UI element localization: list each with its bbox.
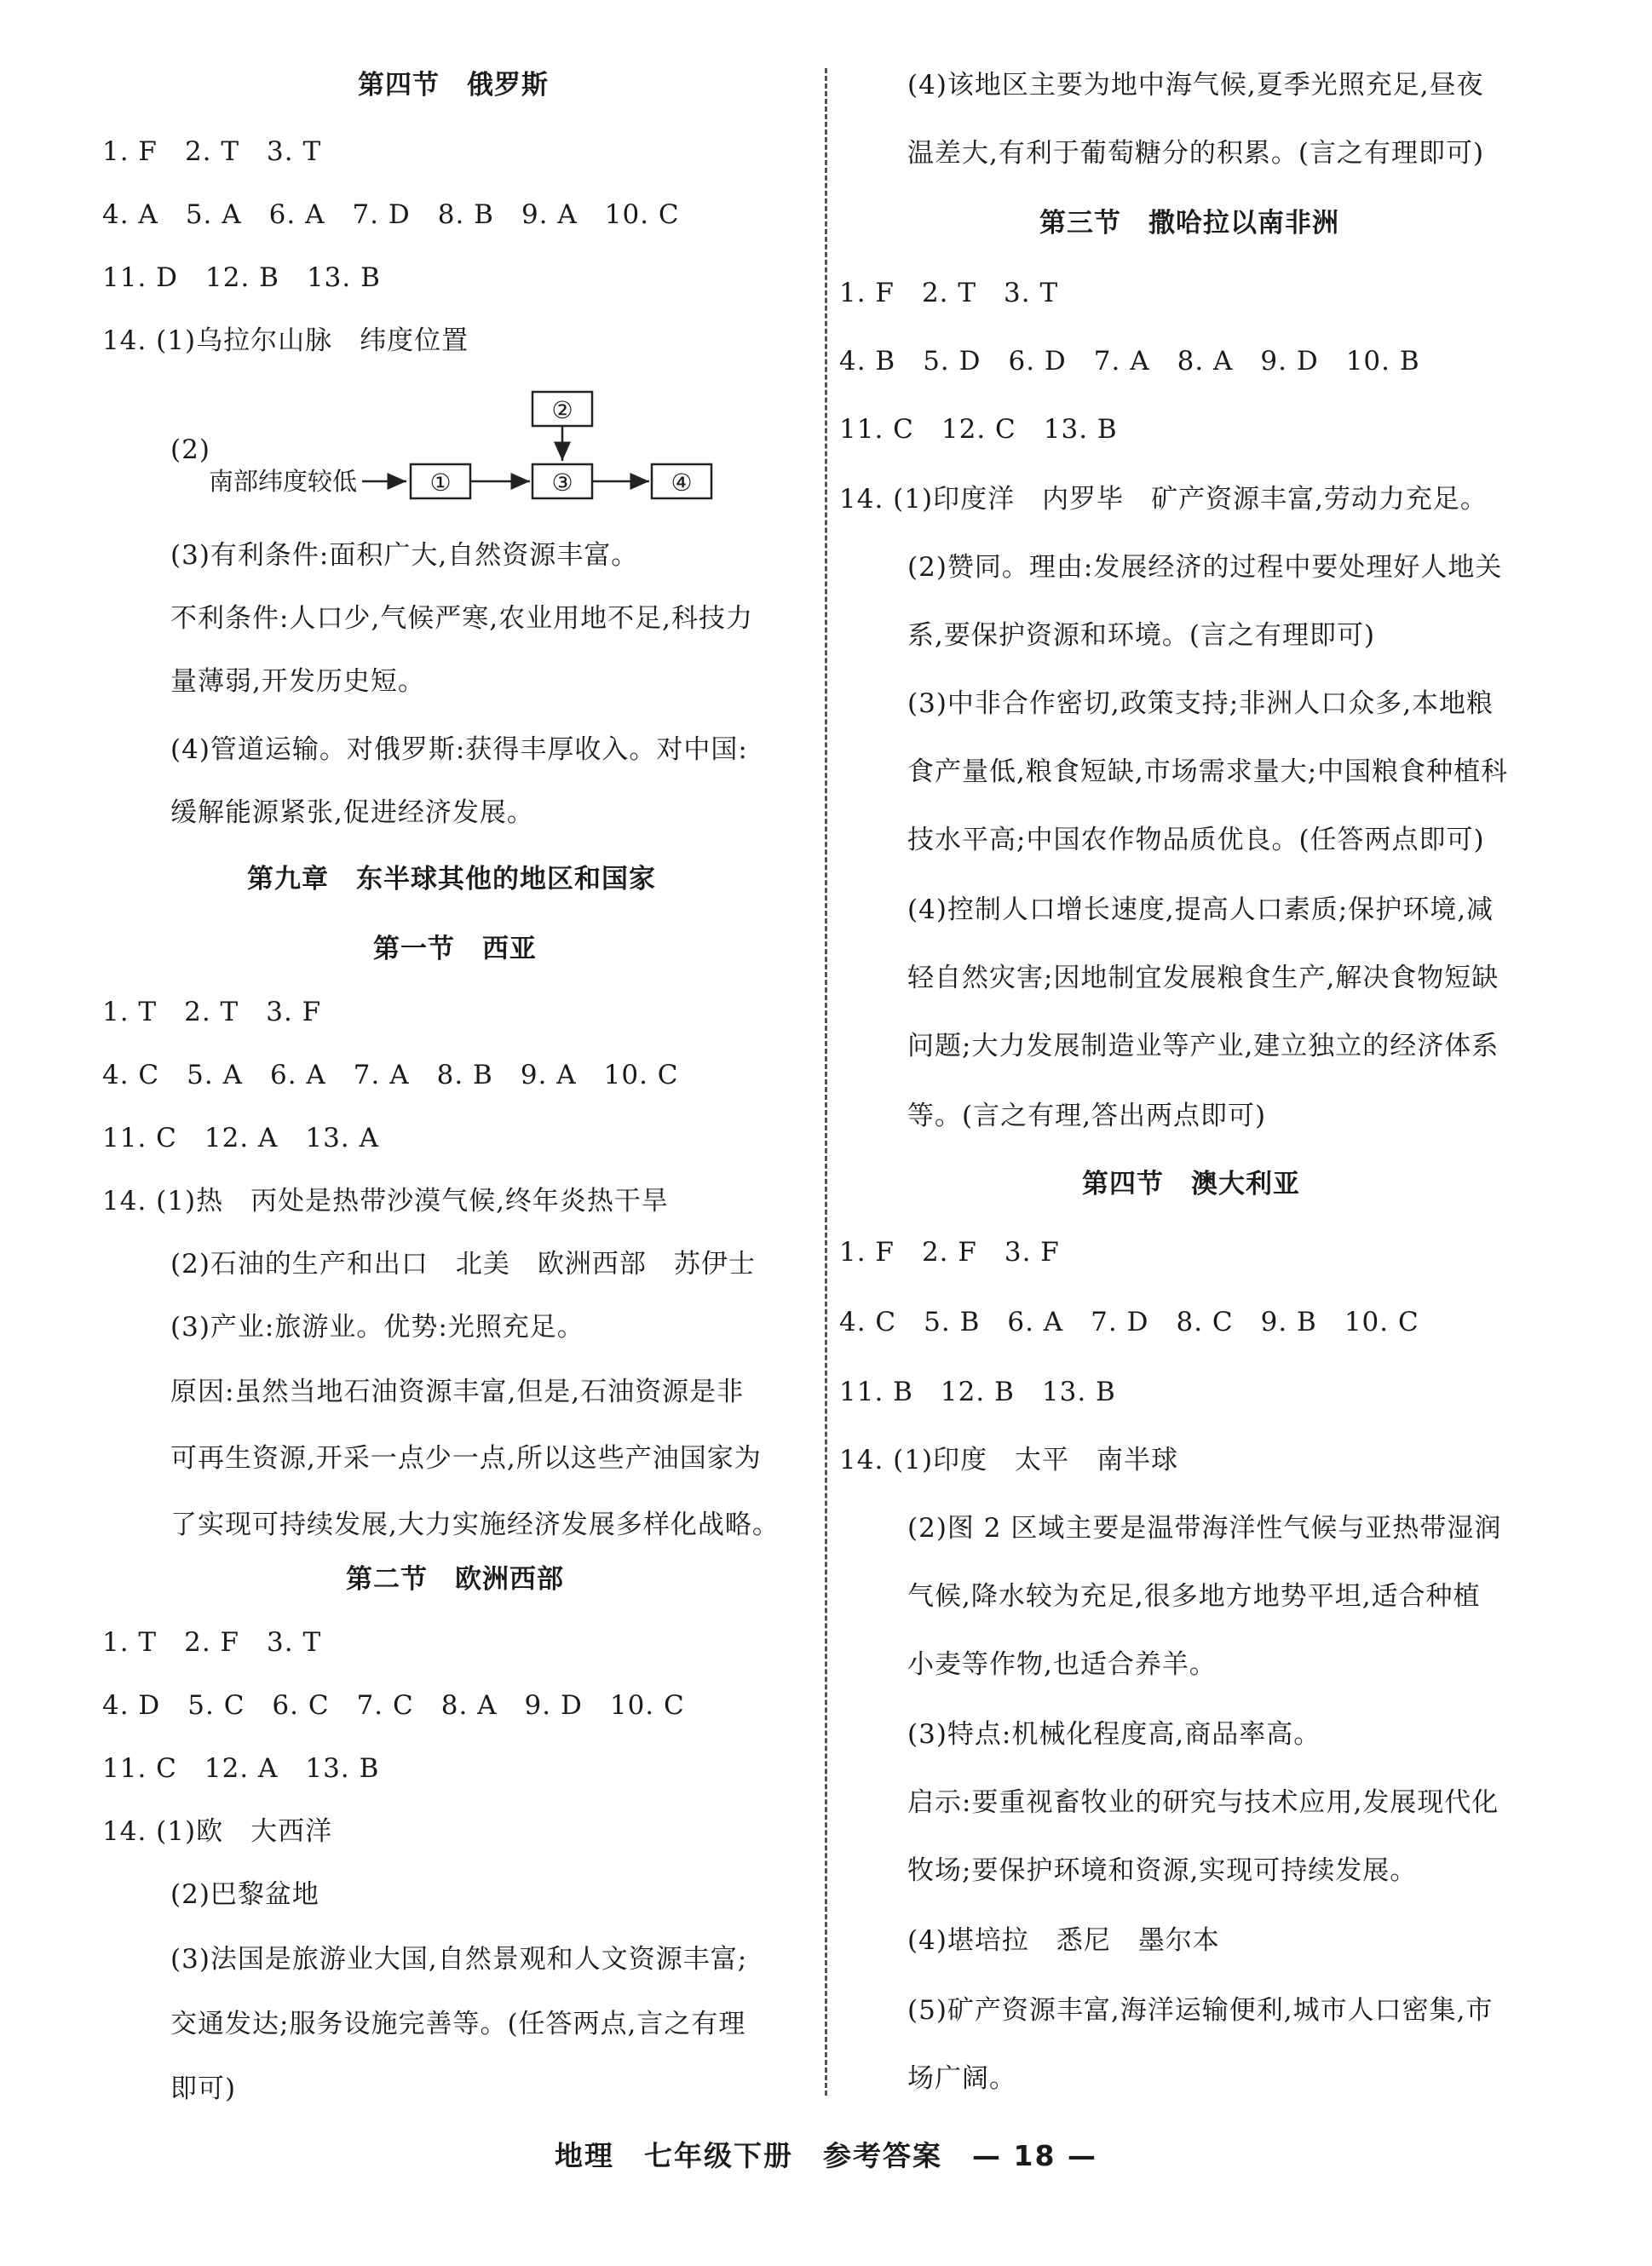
answer-line: 轻自然灾害;因地制宜发展粮食生产,解决食物短缺 [907, 963, 1499, 993]
answer-line: 11. C 12. A 13. A [102, 1123, 379, 1153]
answer-line: (2)图 2 区域主要是温带海洋性气候与亚热带湿润 [907, 1513, 1502, 1544]
answer-line: 等。(言之有理,答出两点即可) [907, 1101, 1267, 1131]
flow-box-4-label: ④ [671, 469, 693, 497]
answer-line: 了实现可持续发展,大力实施经济发展多样化战略。 [170, 1510, 780, 1540]
answer-line: (2)赞同。理由:发展经济的过程中要处理好人地关 [907, 552, 1503, 583]
answer-line: 11. D 12. B 13. B [102, 262, 381, 293]
answer-line: 场广阔。 [907, 2063, 1016, 2094]
page-footer: 地理 七年级下册 参考答案 — 18 — [555, 2139, 1097, 2172]
answer-line: 1. F 2. T 3. T [102, 136, 322, 167]
answer-line: 1. T 2. T 3. F [102, 997, 322, 1027]
answer-line: 技水平高;中国农作物品质优良。(任答两点即可) [907, 825, 1485, 855]
answer-line: 食产量低,粮食短缺,市场需求量大;中国粮食种植科 [907, 756, 1509, 787]
flow-box-3-label: ③ [551, 469, 573, 497]
answer-line: 不利条件:人口少,气候严寒,农业用地不足,科技力 [170, 603, 754, 634]
answer-line: 4. D 5. C 6. C 7. C 8. A 9. D 10. C [102, 1690, 685, 1721]
chapter-title: 第九章 东半球其他的地区和国家 [247, 864, 656, 894]
section-title-west-europe: 第二节 欧洲西部 [346, 1564, 564, 1595]
answer-line: 4. B 5. D 6. D 7. A 8. A 9. D 10. B [839, 346, 1420, 377]
answer-line: (5)矿产资源丰富,海洋运输便利,城市人口密集,市 [907, 1995, 1494, 2026]
answer-line: (2) [170, 434, 210, 465]
flow-diagram [209, 388, 822, 511]
answer-line: (4)该地区主要为地中海气候,夏季光照充足,昼夜 [907, 70, 1484, 101]
answer-line: 缓解能源紧张,促进经济发展。 [170, 797, 534, 828]
answer-line: 即可) [170, 2073, 237, 2104]
answer-line: (4)控制人口增长速度,提高人口素质;保护环境,减 [907, 894, 1494, 925]
answer-line: 可再生资源,开采一点少一点,所以这些产油国家为 [170, 1443, 762, 1474]
answer-line: (3)中非合作密切,政策支持;非洲人口众多,本地粮 [907, 688, 1494, 719]
answer-line: 启示:要重视畜牧业的研究与技术应用,发展现代化 [907, 1787, 1499, 1818]
answer-line: 11. B 12. B 13. B [839, 1377, 1116, 1407]
answer-line: 牧场;要保护环境和资源,实现可持续发展。 [907, 1855, 1418, 1886]
flow-box-2-label: ② [551, 396, 573, 424]
section-title-russia: 第四节 俄罗斯 [358, 70, 549, 101]
answer-line: 1. T 2. F 3. T [102, 1627, 322, 1658]
answer-line: 量薄弱,开发历史短。 [170, 666, 425, 697]
section-title-australia: 第四节 澳大利亚 [1082, 1169, 1300, 1199]
answer-line: 问题;大力发展制造业等产业,建立独立的经济体系 [907, 1031, 1499, 1061]
answer-line: (3)有利条件:面积广大,自然资源丰富。 [170, 540, 639, 571]
answer-line: 14. (1)印度 太平 南半球 [839, 1445, 1179, 1475]
answer-line: 14. (1)印度洋 内罗毕 矿产资源丰富,劳动力充足。 [839, 484, 1488, 515]
answer-line: 11. C 12. A 13. B [102, 1753, 380, 1784]
answer-line: 原因:虽然当地石油资源丰富,但是,石油资源是非 [170, 1377, 745, 1407]
answer-line: 11. C 12. C 13. B [839, 414, 1118, 445]
answer-line: 14. (1)欧 大西洋 [102, 1816, 333, 1847]
answer-line: (3)特点:机械化程度高,商品率高。 [907, 1719, 1321, 1750]
answer-line: 14. (1)热 丙处是热带沙漠气候,终年炎热干旱 [102, 1186, 669, 1216]
answer-line: 1. F 2. T 3. T [839, 278, 1059, 308]
answer-line: (3)产业:旅游业。优势:光照充足。 [170, 1312, 584, 1343]
answer-line: (2)石油的生产和出口 北美 欧洲西部 苏伊士 [170, 1249, 756, 1280]
answer-line: 系,要保护资源和环境。(言之有理即可) [907, 620, 1376, 651]
flow-start-label: 南部纬度较低 [209, 467, 358, 496]
section-title-west-asia: 第一节 西亚 [373, 934, 537, 964]
flow-box-1-label: ① [429, 469, 452, 497]
section-title-sub-saharan-africa: 第三节 撒哈拉以南非洲 [1039, 208, 1339, 239]
answer-line: (4)管道运输。对俄罗斯:获得丰厚收入。对中国: [170, 734, 748, 765]
answer-line: 温差大,有利于葡萄糖分的积累。(言之有理即可) [907, 138, 1485, 169]
answer-line: 14. (1)乌拉尔山脉 纬度位置 [102, 325, 469, 356]
answer-line: (3)法国是旅游业大国,自然景观和人文资源丰富; [170, 1944, 748, 1975]
answer-line: 4. C 5. B 6. A 7. D 8. C 9. B 10. C [839, 1307, 1419, 1337]
answer-line: (2)巴黎盆地 [170, 1879, 319, 1910]
answer-line: 气候,降水较为充足,很多地方地势平坦,适合种植 [907, 1581, 1481, 1612]
column-divider [825, 68, 827, 2096]
answer-line: 4. C 5. A 6. A 7. A 8. B 9. A 10. C [102, 1060, 679, 1090]
answer-line: 小麦等作物,也适合养羊。 [907, 1649, 1217, 1680]
answer-line: 交通发达;服务设施完善等。(任答两点,言之有理 [170, 2009, 746, 2039]
answer-line: (4)堪培拉 悉尼 墨尔本 [907, 1925, 1220, 1956]
answer-line: 4. A 5. A 6. A 7. D 8. B 9. A 10. C [102, 199, 680, 230]
answer-line: 1. F 2. F 3. F [839, 1237, 1060, 1268]
